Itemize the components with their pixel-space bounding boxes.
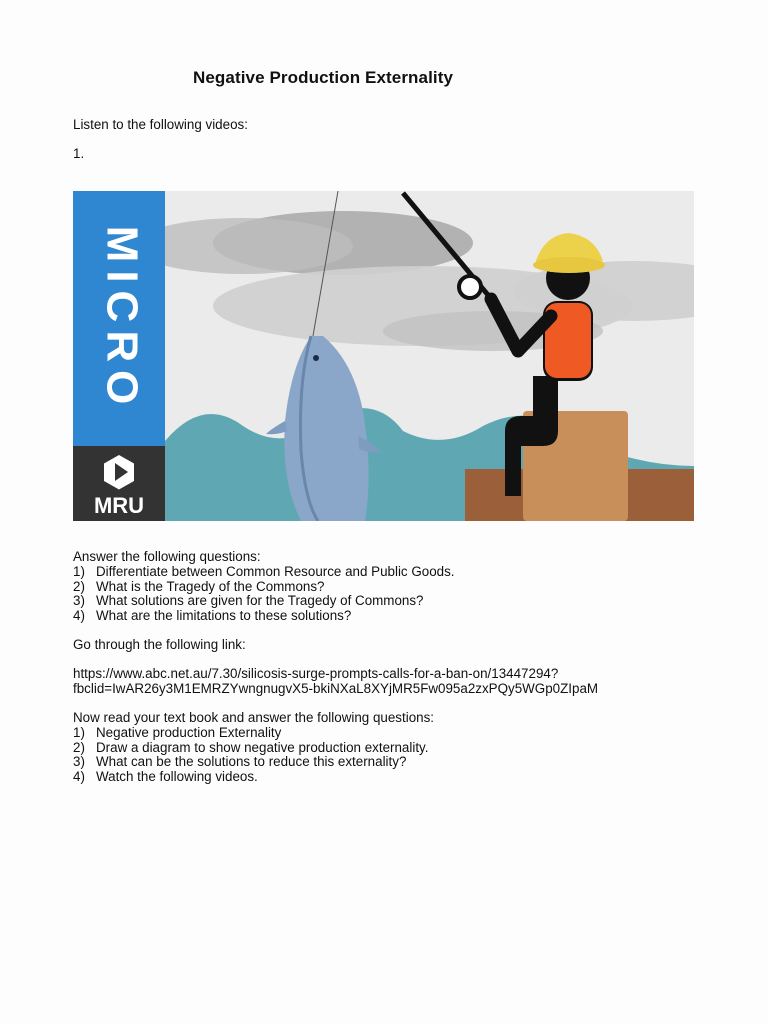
questions-heading: Answer the following questions:	[73, 549, 261, 564]
link-heading: Go through the following link:	[73, 637, 246, 652]
video-thumbnail[interactable]	[73, 191, 694, 521]
rod-reel	[459, 276, 481, 298]
questions-list	[73, 565, 455, 623]
video-number: 1.	[73, 146, 85, 161]
list-item: 4) What are the limitations to these solutions?	[73, 607, 352, 623]
micro-label: MICRO	[97, 225, 147, 413]
brand-label: MRU	[93, 493, 145, 518]
list-item: 3) What can be the solutions to reduce this externality?	[73, 754, 407, 770]
list-item: 2) What is the Tragedy of the Commons?	[73, 578, 325, 594]
list-item: 2) Draw a diagram to show negative production externality.	[73, 739, 429, 755]
external-link-line2[interactable]: fbclid=IwAR26y3M1EMRZYwngnugvX5-bkiNXaL8XYjMR5Fw095a2zxPQy5WGp0ZIpaM	[73, 681, 599, 696]
textbook-questions-list	[73, 726, 428, 784]
list-item: 1) Differentiate between Common Resource and Public Goods.	[73, 564, 455, 579]
textbook-heading: Now read your text book and answer the following questions:	[73, 710, 435, 725]
list-item: 3) What solutions are given for the Tragedy of Commons?	[73, 593, 424, 609]
cloud-mid	[133, 218, 353, 274]
page-title: Negative Production Externality	[193, 68, 454, 87]
list-item: 4) Watch the following videos.	[73, 768, 258, 784]
intro-text: Listen to the following videos:	[73, 117, 248, 132]
list-item: 1) Negative production Externality	[73, 725, 282, 740]
external-link-line1[interactable]: https://www.abc.net.au/7.30/silicosis-surge-prompts-calls-for-a-ban-on/13447294?	[73, 666, 559, 681]
